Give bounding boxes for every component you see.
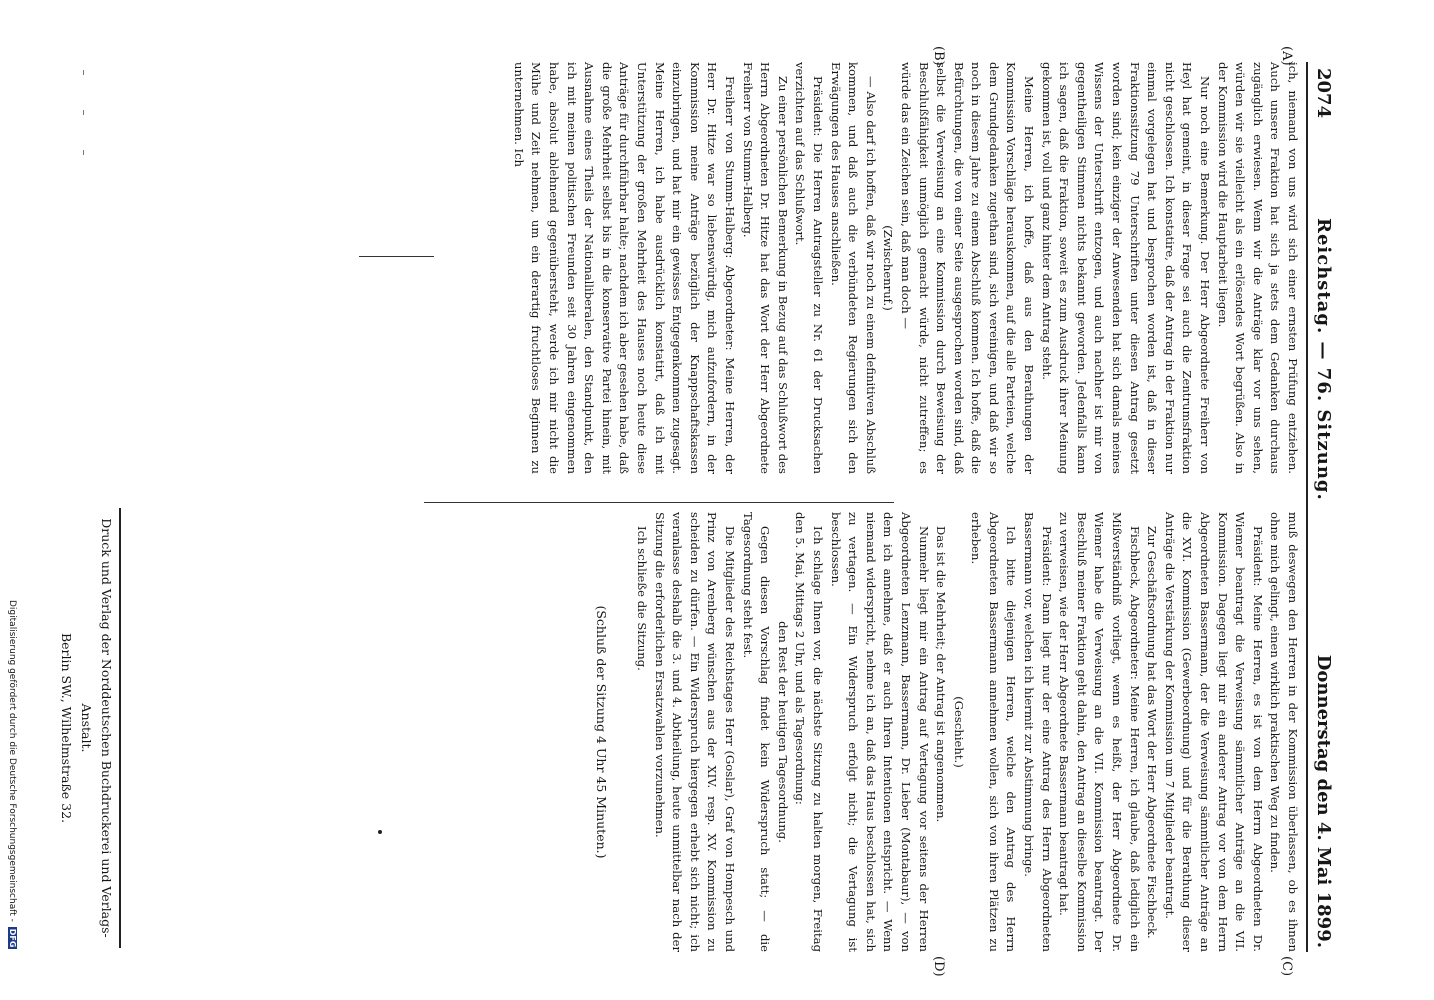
paragraph: Zu einer persönlichen Bemerkung in Bezug auf das Schlußwort des Herrn Abgeordneten Dr. Hitze hat das Wort der Herr Abgeordnete Freiherr von Stumm-Halberg.: [740, 62, 790, 474]
session-date: Donnerstag den 4. Mai 1899.: [1313, 654, 1334, 948]
paragraph: Nunmehr liegt mir ein Antrag auf Vertagung vor seitens der Herren Abgeordneten Lenzmann, Bassermann, Dr. Lieber (Montabaur), — von dem ich annehme, daß er auch Ihren Intentionen entspricht. — Wenn niemand widerspricht, nehme ich an, daß das Haus beschlossen hat, sich zu vertagen. — Ein Widerspruch erfolgt nicht; die Vertagung ist beschlossen.: [828, 512, 931, 952]
paragraph: Das ist die Mehrheit; der Antrag ist angenommen.: [934, 526, 949, 823]
paragraph: ich, niemand von uns wird sich einer ernsten Prüfung entziehen. Auch unsere Fraktion hat sich ja stets dem Gedanken durchaus zugänglich erwiesen. Wenn wir die Anträge klar vor uns sehen, würden wir sie vielleicht als ein erlösendes Wort begrüßen. Also in der Kommission wird die Hauptarbeit liegen.: [1215, 62, 1300, 474]
paragraph: Ich bitte diejenigen Herren, welche den Antrag des Herrn Abgeordneten Bassermann annehmen wollen, sich von ihren Plätzen zu erheben.: [969, 512, 1019, 952]
session-closing: (Schluß der Sitzung 4 Uhr 45 Minuten.): [594, 605, 610, 859]
paragraph: Zur Geschäftsordnung hat das Wort der Herr Abgeordnete Fischbeck.: [1145, 526, 1160, 939]
imprint-rule: [119, 508, 121, 948]
right-column: [593, 512, 1301, 952]
margin-marker-c: (C): [1279, 956, 1294, 977]
paragraph: Meine Herren, ich hoffe, daß aus den Berathungen der Kommission Vorschläge herauskommen, auf die alle Parteien, welche dem Grundgedanken zugethan sind, sich vereinigen, und daß wir so noch in diesem Jahre zu einem Abschluß kommen. Ich hoffe, daß die Befürchtungen, die von einer Seite ausgesprochen worden sind, daß selbst die Verweisung an eine Kommission durch Beweisung der Beschlußfähigkeit unmöglich gemacht würde, nicht zutreffen; es würde das ein Zeichen sein, daß man doch —: [898, 62, 1037, 474]
imprint: [56, 508, 116, 948]
imprint-line-2: Berlin SW., Wilhelmstraße 32.: [59, 632, 74, 824]
session-title: Reichstag. — 76. Sitzung.: [1313, 218, 1334, 501]
digitization-note: [7, 600, 17, 980]
margin-marker-a: (A): [1279, 46, 1294, 66]
end-rule: [359, 256, 434, 257]
paragraph: Freiherr von Stumm-Halberg: Abgeordneter: Meine Herren, der Herr Dr. Hitze war so liebenswürdig, mich aufzufordern, in der Kommission meine Anträge bezüglich der Knappschaftskassen einzubringen, und hat mir ein gewisses Entgegenkommen zugesagt. Meine Herren, ich habe ausdrücklich konstatirt, daß ich mit Unterstützung der großen Mehrheit des Hauses noch heute diese Anträge für durchführbar halte; nachdem ich aber gesehen habe, daß die große Mehrheit selbst bis in die konservative Partei hinein, mit Ausnahme eines Theils der Nationalliberalen, den Standpunkt, den ich mit meinen politischen Freunden seit 30 Jahren eingenommen habe, absolut ablehnend gegenübersteht, werde ich mir nicht die Mühe und Zeit nehmen, um ein derartig fruchtloses Beginnen zu unternehmen. Ich: [511, 62, 737, 474]
interjection: (Geschieht.): [951, 696, 966, 768]
paragraph: muß deswegen den Herren in der Kommission überlassen, ob es ihnen ohne mich gelingt, einen wirklich praktischen Weg zu finden.: [1268, 512, 1300, 952]
paragraph: — Also darf ich hoffen, daß wir noch zu einem definitiven Abschluß kommen, und daß auch die verbündeten Regierungen sich den Erwägungen des Hauses anschließen.: [828, 62, 878, 474]
page-number: 2074: [1313, 68, 1334, 119]
header-rule: [1306, 62, 1308, 952]
margin-marker-d: (D): [931, 956, 946, 977]
paragraph: Präsident: Meine Herren, es ist von dem Herrn Abgeordneten Dr. Wiemer beantragt die Verweisung sämmtlicher Anträge an die VII. Kommission. Dagegen liegt mir ein anderer Antrag vor von dem Herrn Abgeordneten Bassermann, der die Verweisung sämmtlicher Anträge an die XVI. Kommission (Gewerbeordnung) und für die Berathung dieser Anträge die Verstärkung der Kommission um 7 Mitglieder beantragt.: [1162, 512, 1265, 952]
dfg-logo: DFG: [8, 928, 17, 948]
paragraph: Präsident: Die Herren Antragsteller zu Nr. 61 der Drucksachen verzichten auf das Schlußwort.: [793, 62, 825, 474]
paragraph: Die Mitglieder des Reichstages Herr (Goslar), Graf von Hompesch und Prinz von Arenberg wünschen aus der XIV. resp. XV. Kommission zu scheiden zu dürfen. — Ein Widerspruch hiergegen erhebt sich nicht; ich veranlasse deshalb die 3. und 4. Abtheilung, heute unmittelbar nach der Sitzung die erforderlichen Ersatzwahlen vorzunehmen.: [652, 512, 737, 952]
paragraph: Nur noch eine Bemerkung. Der Herr Abgeordnete Freiherr von Heyl hat gemeint, in dieser Frage sei auch die Zentrumsfraktion nicht geschlossen. Ich konstatire, daß der Antrag in der Fraktion nur einmal vorgelegen hat und besprochen worden ist, daß in dieser Fraktionssitzung 79 Unterschriften unter diesen Antrag gesetzt worden sind; kein einziger der Anwesenden hat sich damals meines Wissens der Unterschrift entzogen, und auch nachher ist mir von gegentheiligen Stimmen nichts bekannt geworden. Jedenfalls kann ich sagen, daß die Fraktion, soweit es zum Ausdruck ihrer Meinung gekommen ist, voll und ganz hinter dem Antrag steht.: [1039, 62, 1213, 474]
paragraph: Präsident: Dann liegt nur der eine Antrag des Herrn Abgeordneten Bassermann vor, welchen ich hiermit zur Abstimmung bringe.: [1022, 512, 1054, 952]
paragraph: Ich schließe die Sitzung.: [635, 526, 650, 671]
running-head: [1310, 68, 1334, 948]
imprint-line-1: Druck und Verlag der Norddeutschen Buchdruckerei und Verlags-Anstalt.: [79, 518, 114, 938]
left-column: [509, 62, 1301, 474]
paragraph: Fischbeck, Abgeordneter: Meine Herren, ich glaube, daß lediglich ein Mißverständniß vorliegt, wenn es heißt, der Herr Abgeordnete Dr. Wiemer habe die Verweisung an die VII. Kommission beantragt. Der Beschluß meiner Fraktion geht dahin, den Antrag an dieselbe Kommission zu verweisen, wie der Herr Abgeordnete Bassermann beantragt hat.: [1057, 512, 1142, 952]
margin-marker-b: (B): [931, 46, 946, 66]
paragraph: Ich schlage Ihnen vor, die nächste Sitzung zu halten morgen, Freitag den 5. Mai, Mittags 2 Uhr, und als Tagesordnung:: [793, 512, 825, 952]
digitization-text: Digitalisierung gefördert durch die Deutsche Forschungsgemeinschaft -: [7, 600, 17, 922]
column-divider: [424, 502, 894, 503]
interjection: (Zwischenruf.): [881, 225, 896, 311]
paragraph: Gegen diesen Vorschlag findet kein Widerspruch statt; — die Tagesordnung steht fest.: [740, 512, 773, 952]
agenda-item: den Rest der heutigen Tagesordnung.: [775, 621, 790, 843]
print-speck: [378, 830, 382, 834]
